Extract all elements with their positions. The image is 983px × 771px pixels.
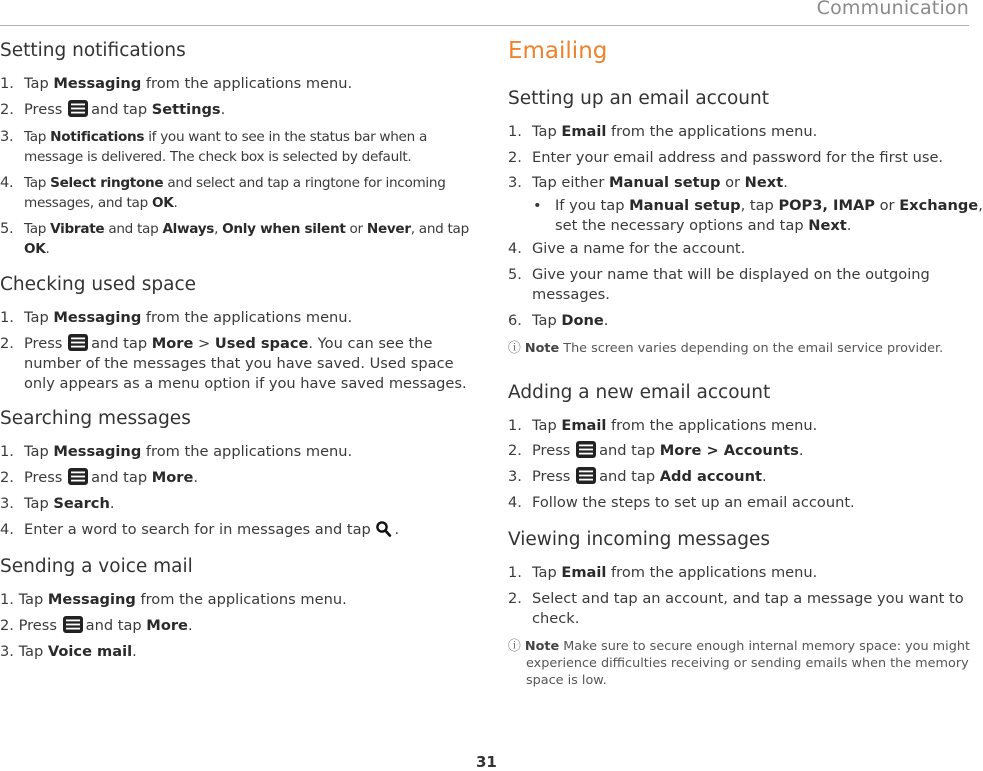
list-item: 1. Tap Messaging from the applications menu. <box>0 309 353 326</box>
list-item-continued: OK. <box>24 241 50 257</box>
menu-icon <box>63 616 83 639</box>
list-item: 2. Select and tap an account, and tap a message you want to <box>508 590 964 607</box>
list-item: 3. Tap Voice mail. <box>0 643 137 660</box>
list-item: 1. Tap Email from the applications menu. <box>508 417 818 434</box>
list-item: 4. Follow the steps to set up an email account. <box>508 494 855 511</box>
note-continued: experience difficulties receiving or sending emails when the memory <box>526 656 969 671</box>
bullet-item: • If you tap Manual setup, tap POP3, IMAP or Exchange, <box>533 197 983 214</box>
search-icon <box>376 521 391 543</box>
section-header: Communication <box>816 0 969 19</box>
list-item: 4. Tap Select ringtone and select and tap a ringtone for incoming <box>0 174 446 191</box>
heading-viewing-incoming: Viewing incoming messages <box>508 529 771 550</box>
list-item: 5. Tap Vibrate and tap Always, Only when silent or Never, and tap <box>0 220 469 237</box>
list-item-continued: messages. <box>532 286 610 303</box>
list-item-continued: messages, and tap OK. <box>24 195 178 211</box>
list-item: 2. Press and tap More > Used space. You can see the <box>0 334 14 354</box>
list-item-continued: message is delivered. The check box is selected by default. <box>24 149 412 165</box>
list-item: 3. Tap Notifications if you want to see in the status bar when a <box>0 128 427 145</box>
list-item: 2. Enter your email address and password for the first use. <box>508 149 944 166</box>
list-item-continued: number of the messages that you have saved. Used space <box>24 355 454 372</box>
note-continued: space is low. <box>526 673 607 688</box>
list-item: 5. Give your name that will be displayed on the outgoing <box>508 266 930 283</box>
heading-searching-messages: Searching messages <box>0 408 191 429</box>
list-item-continued: only appears as a menu option if you have saved messages. <box>24 375 467 392</box>
heading-setting-up-email: Setting up an email account <box>508 88 770 109</box>
list-item: 4. Give a name for the account. <box>508 240 746 257</box>
page-number: 31 <box>476 753 497 771</box>
menu-icon <box>576 467 596 490</box>
menu-icon <box>68 468 88 491</box>
heading-sending-voice-mail: Sending a voice mail <box>0 556 193 577</box>
list-item: 3. Tap either Manual setup or Next. <box>508 174 788 191</box>
menu-icon <box>68 100 88 123</box>
list-item: 1. Tap Messaging from the applications menu. <box>0 75 353 92</box>
header-rule <box>0 25 969 26</box>
heading-emailing: Emailing <box>508 38 608 64</box>
list-item: 2. Press and tap More. <box>0 616 193 639</box>
heading-setting-notifications: Setting notifications <box>0 40 186 61</box>
list-item: 1. Tap Messaging from the applications menu. <box>0 443 353 460</box>
menu-icon <box>576 441 596 464</box>
list-item: 1. Tap Messaging from the applications menu. <box>0 591 347 608</box>
list-item: 1. Tap Email from the applications menu. <box>508 564 818 581</box>
note: ⓘ Note Make sure to secure enough internal memory space: you might <box>508 639 970 654</box>
heading-checking-used-space: Checking used space <box>0 274 197 295</box>
bullet-item-continued: set the necessary options and tap Next. <box>555 217 852 234</box>
note: ⓘ Note The screen varies depending on the email service provider. <box>508 341 944 356</box>
list-item: 1. Tap Email from the applications menu. <box>508 123 818 140</box>
list-item: 4. Enter a word to search for in messages and tap . <box>0 520 14 540</box>
list-item-continued: check. <box>532 610 580 627</box>
list-item: 2. Press and tap More > Accounts. <box>508 441 522 461</box>
info-icon: ⓘ <box>508 639 521 654</box>
list-item: 2. Press and tap More. <box>0 468 14 488</box>
list-item: 2. Press and tap Settings. <box>0 100 14 120</box>
list-item: 6. Tap Done. <box>508 312 609 329</box>
info-icon: ⓘ <box>508 341 521 356</box>
heading-adding-email: Adding a new email account <box>508 382 771 403</box>
list-item: 3. Tap Search. <box>0 495 115 512</box>
list-item: 3. Press and tap Add account. <box>508 467 522 487</box>
